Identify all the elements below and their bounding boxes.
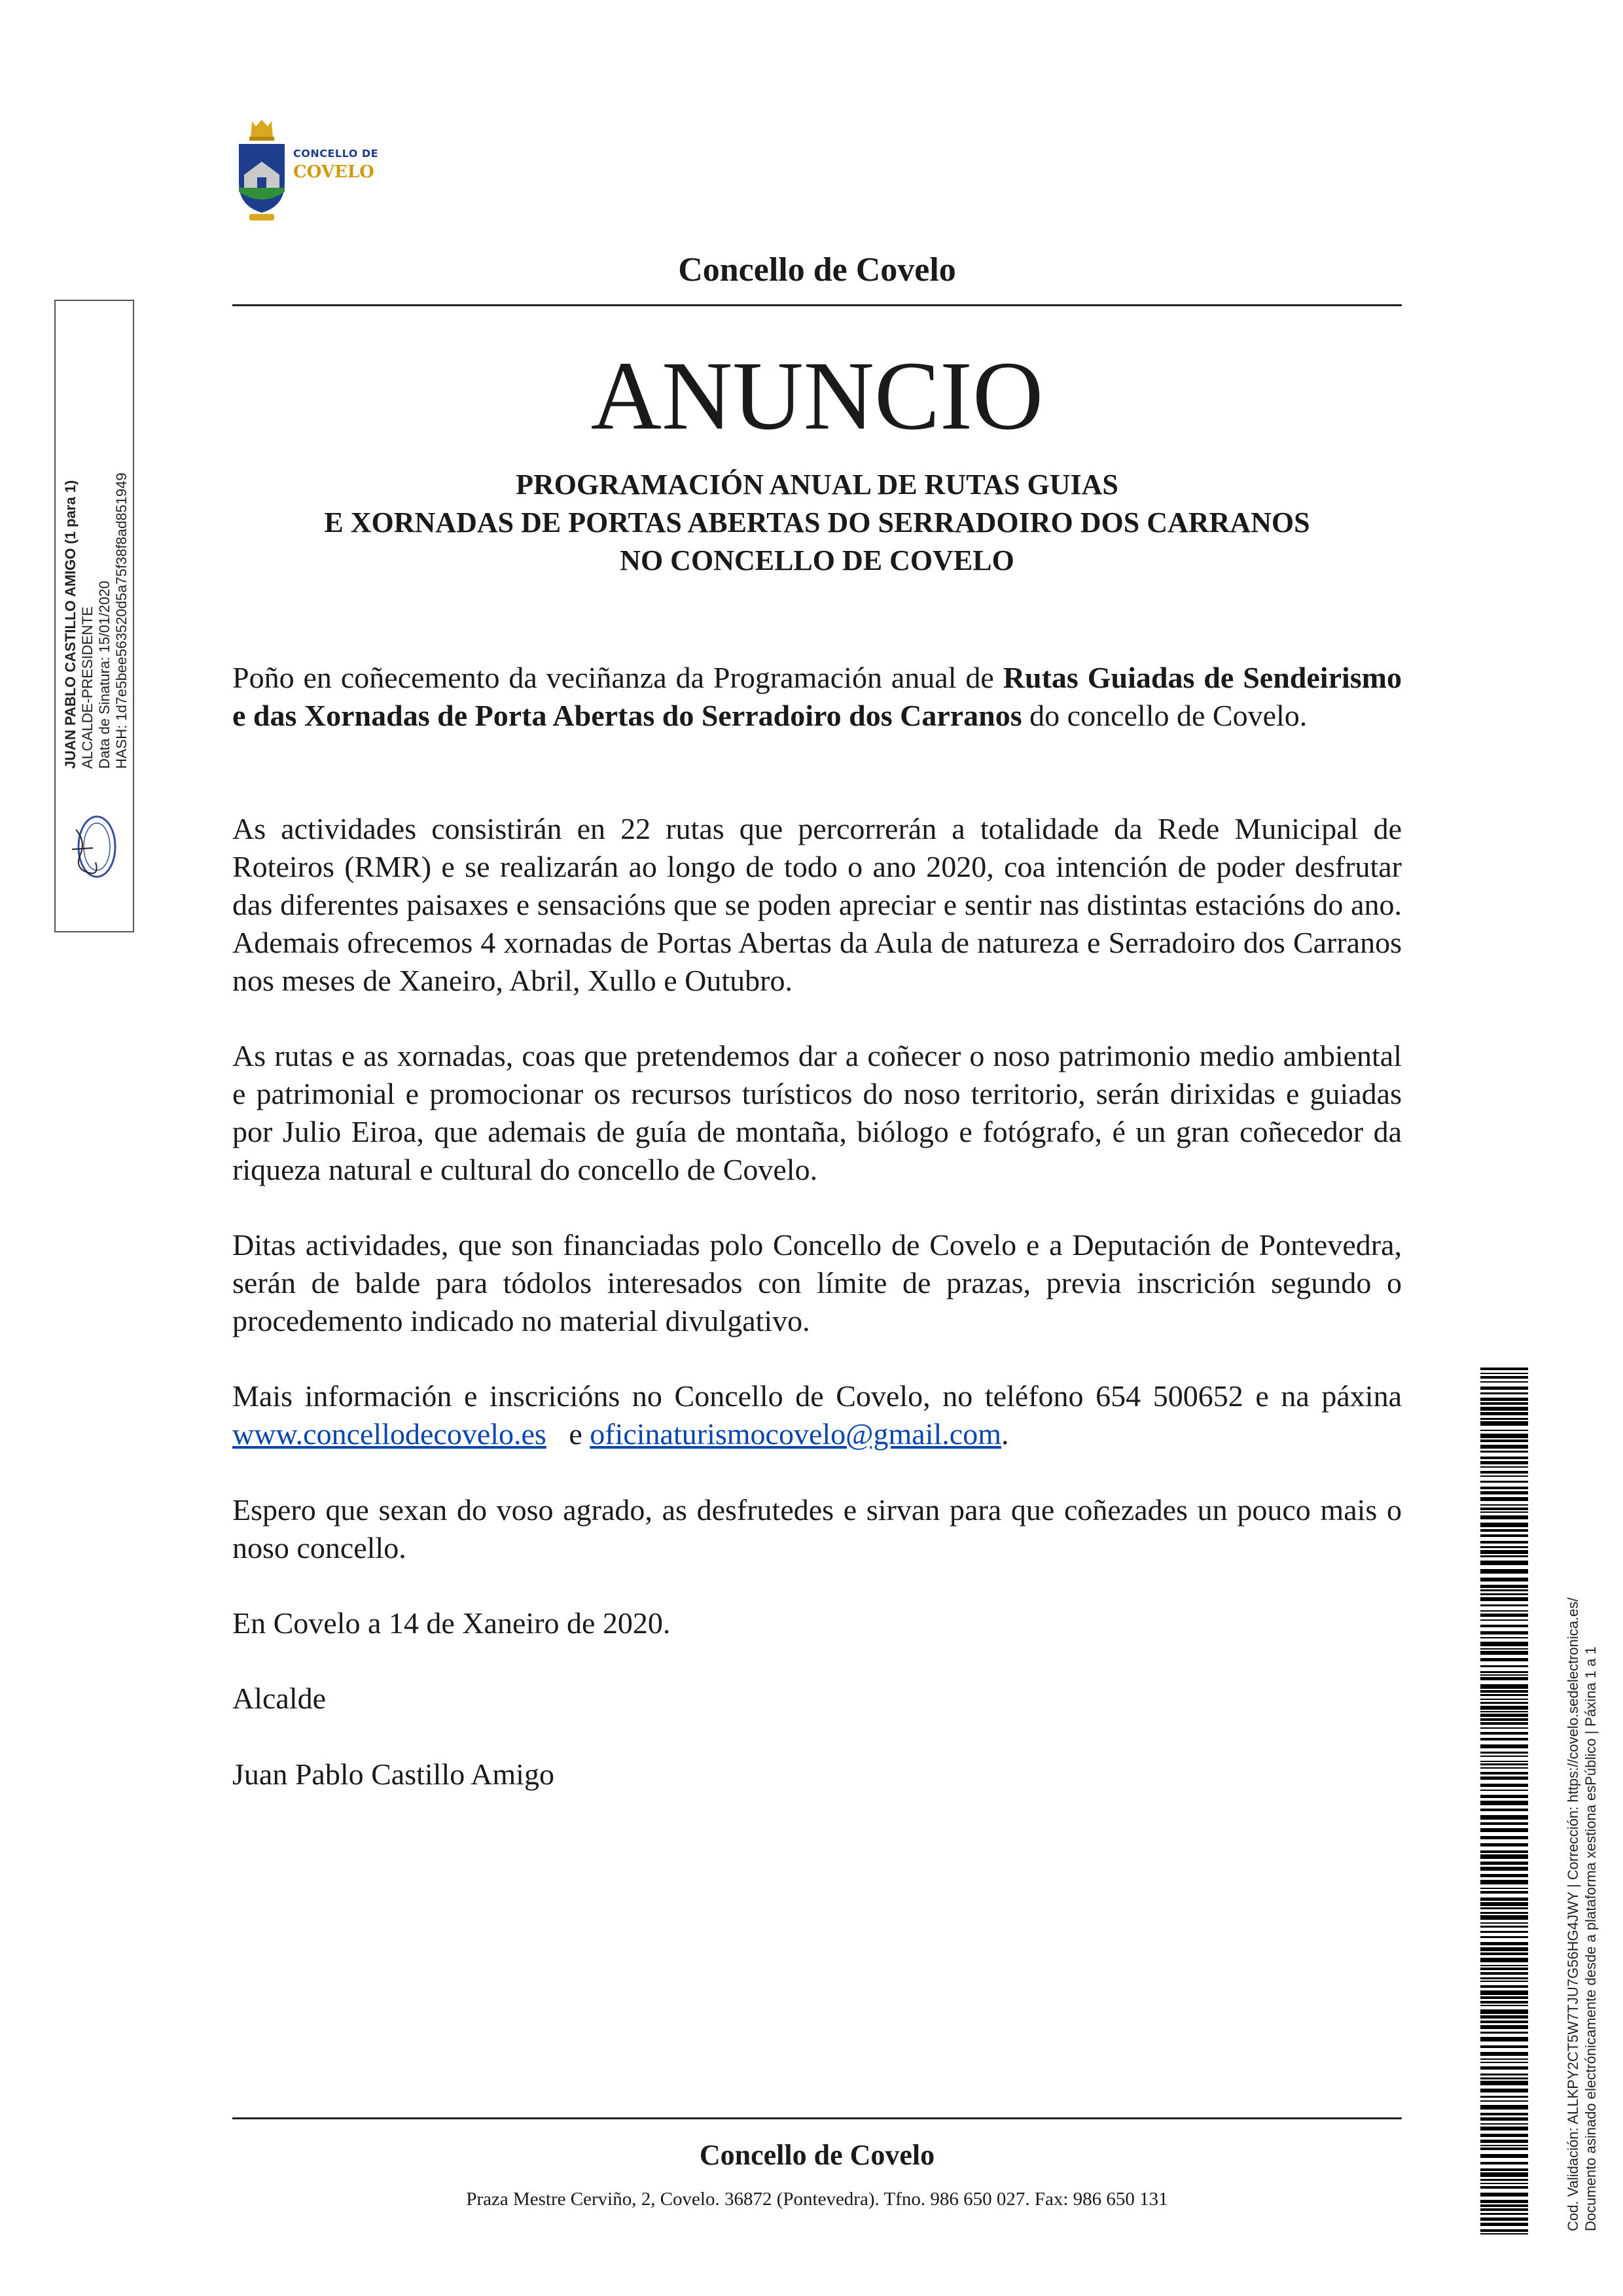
info-end: . [1001,1417,1009,1451]
header-title: Concello de Covelo [678,251,956,289]
paragraph-financing: Ditas actividades, que son financiadas polo Concello de Covelo e a Deputación de Pontevedra, serán de balde para tódolos interesados con límite de prazas, previa inscrición segundo o procedemento indicado no material divulgativo. [232,1228,1402,1337]
info-text: Mais información e inscricións no Concello de Covelo, no teléfono 654 500652 e na páxina [232,1379,1402,1413]
subtitle-line-1: PROGRAMACIÓN ANUAL DE RUTAS GUIAS [516,468,1118,501]
coat-of-arms-icon [232,115,291,226]
stamp-signature-icon [67,810,120,883]
signature-line-4: HASH: 1d7e5bee563520d5a75f38f8ad851949 [113,472,130,769]
logo-line-2: COVELO [293,162,374,182]
page-title: ANUNCIO [590,342,1044,450]
email-link[interactable]: oficinaturismocovelo@gmail.com [590,1417,1001,1451]
footer-address: Praza Mestre Cerviño, 2, Covelo. 36872 (Pontevedra). Tfno. 986 650 027. Fax: 986 650 131 [466,2189,1168,2210]
covelo-logo [232,115,389,226]
signature-line-2: ALCALDE-PRESIDENTE [79,606,96,769]
validation-line-2: Documento asinado electrónicamente desde a plataforma xestiona esPúblico | Páxina 1 a 1 [1582,1646,1599,2231]
footer-divider [232,2117,1402,2119]
paragraph-routes: As rutas e as xornadas, coas que pretendemos dar a coñecer o noso patrimonio medio ambiental e patrimonial e promocionar os recursos turísticos do noso territorio, serán dirixidas e guiadas por Julio Eiroa, que ademais de guía de montaña, biólogo e fotógrafo, é un gran coñecedor da riqueza natural e cultural do concello de Covelo. [232,1039,1402,1186]
paragraph-intro [232,659,1402,735]
signer-role: Alcalde [232,1682,327,1715]
subtitle [232,466,1402,580]
intro-highlight: Rutas Guiadas de Sendeirismo e das Xornadas de Porta Abertas do Serradoiro dos Carranos [232,661,1402,732]
validation-info [1564,1446,1599,2231]
barcode-icon [1480,1368,1528,2238]
subtitle-line-2: E XORNADAS DE PORTAS ABERTAS DO SERRADOIRO DOS CARRANOS [324,506,1310,539]
signature-line-3: Data de Sinatura: 15/01/2020 [96,580,113,769]
info-connector: e [546,1417,590,1451]
header-divider [232,304,1402,306]
paragraph-closing: Espero que sexan do voso agrado, as desfrutedes e sirvan para que coñezades un pouco mais o noso concello. [232,1493,1402,1564]
signature-details [62,311,130,769]
intro-text-end: do concello de Covelo. [1022,699,1308,732]
website-link[interactable]: www.concellodecovelo.es [232,1417,546,1451]
paragraph-activities: As actividades consistirán en 22 rutas que percorrerán a totalidade da Rede Municipal de Roteiros (RMR) e se realizarán ao longo de todo o ano 2020, coa intención de poder desfrutar das diferentes paisaxes e sensacións que se poden apreciar e sentir nas distintas estacións do ano. Ademais ofrecemos 4 xornadas de Portas Abertas da Aula de natureza e Serradoiro dos Carranos nos meses de Xaneiro, Abril, Xullo e Outubro. [232,812,1402,997]
validation-line-1: Cod. Validación: ALLKPY2CT5W7TJU7G56HG4JWY | Corrección: https://covelo.sedelectronica.es/ [1565,1597,1581,2231]
logo-line-1: CONCELLO DE [293,147,379,160]
subtitle-line-3: NO CONCELLO DE COVELO [620,544,1014,576]
signer-name: Juan Pablo Castillo Amigo [232,1757,554,1791]
date-line: En Covelo a 14 de Xaneiro de 2020. [232,1606,671,1640]
intro-text: Poño en coñecemento da veciñanza da Programación anual de [232,661,1003,694]
signature-line-1: JUAN PABLO CASTILLO AMIGO (1 para 1) [62,480,79,769]
paragraph-info [232,1377,1402,1453]
footer-title: Concello de Covelo [699,2139,935,2171]
